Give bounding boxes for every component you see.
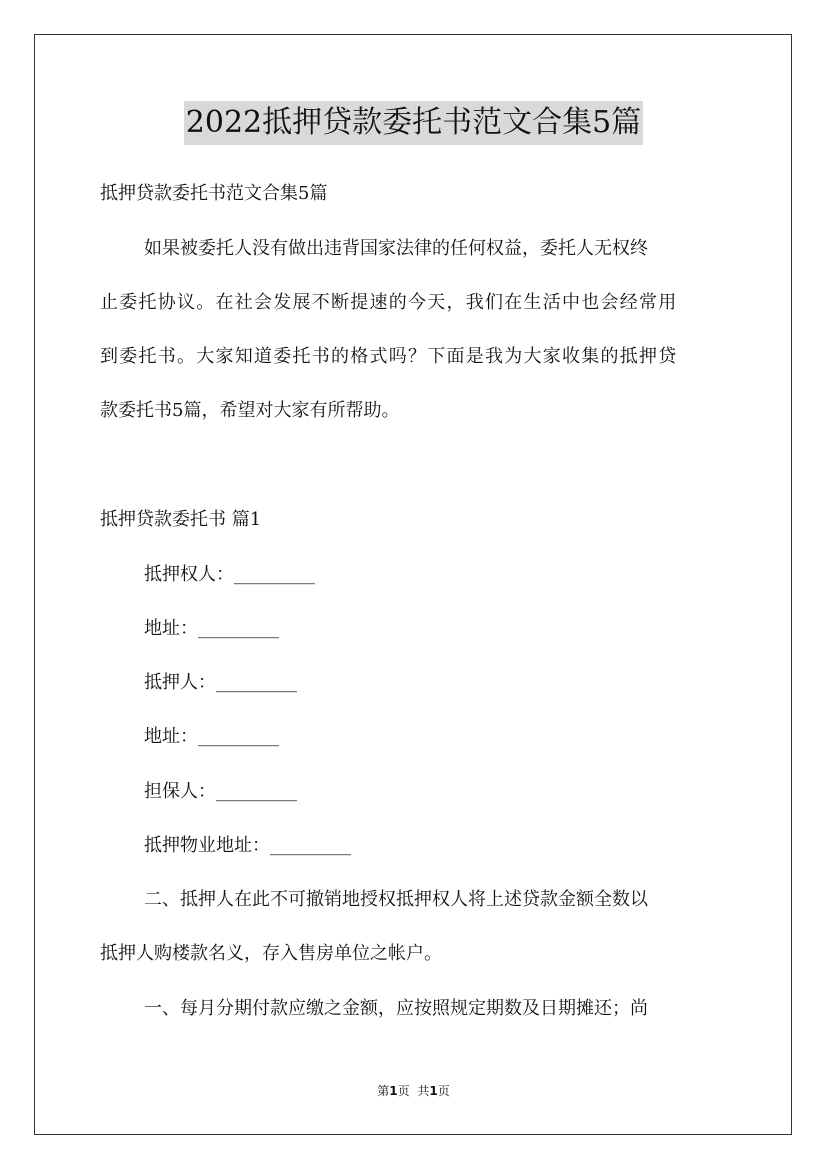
- footer-page-prefix: 第: [377, 1084, 390, 1098]
- field-blank: _________: [234, 564, 315, 585]
- field-blank: _________: [216, 672, 297, 693]
- field-label: 抵押物业地址：: [144, 835, 270, 856]
- field-property-address: [144, 833, 351, 859]
- field-blank: _________: [216, 781, 297, 802]
- field-label: 担保人：: [144, 781, 216, 802]
- field-mortgagor: [144, 670, 297, 696]
- field-mortgagee: [144, 562, 315, 588]
- document-title: 2022抵押贷款委托书范文合集5篇: [184, 101, 643, 145]
- field-address-2: [144, 724, 279, 750]
- intro-line-2: 止委托协议。在社会发展不断提速的今天，我们在生活中也会经常用: [100, 292, 678, 313]
- clause-two-line-2: 抵押人购楼款名义，存入售房单位之帐户。: [100, 943, 442, 964]
- document-subtitle: 抵押贷款委托书范文合集5篇: [100, 183, 328, 204]
- footer-total-number: 1: [429, 1084, 438, 1098]
- clause-two-line-1: 二、抵押人在此不可撤销地授权抵押权人将上述贷款金额全数以: [144, 889, 648, 910]
- field-label: 抵押权人：: [144, 564, 234, 585]
- field-blank: _________: [198, 726, 279, 747]
- footer-page-number: 1: [389, 1084, 398, 1098]
- clause-one-line: 一、每月分期付款应缴之金额，应按照规定期数及日期摊还；尚: [144, 998, 648, 1019]
- field-blank: _________: [270, 835, 351, 856]
- field-label: 抵押人：: [144, 672, 216, 693]
- intro-line-3: 到委托书。大家知道委托书的格式吗？下面是我为大家收集的抵押贷: [100, 346, 678, 367]
- field-address-1: [144, 616, 279, 642]
- field-label: 地址：: [144, 618, 198, 639]
- intro-line-1: 如果被委托人没有做出违背国家法律的任何权益，委托人无权终: [144, 238, 648, 259]
- field-guarantor: [144, 779, 297, 805]
- field-label: 地址：: [144, 726, 198, 747]
- page-footer: [0, 1083, 827, 1099]
- title-wrap: [0, 101, 827, 145]
- section-heading: 抵押贷款委托书 篇1: [100, 509, 262, 530]
- intro-line-4: 款委托书5篇，希望对大家有所帮助。: [100, 400, 400, 421]
- footer-total-unit: 页: [437, 1084, 450, 1098]
- footer-page-unit: 页: [397, 1084, 410, 1098]
- footer-total-prefix: 共: [417, 1084, 430, 1098]
- field-blank: _________: [198, 618, 279, 639]
